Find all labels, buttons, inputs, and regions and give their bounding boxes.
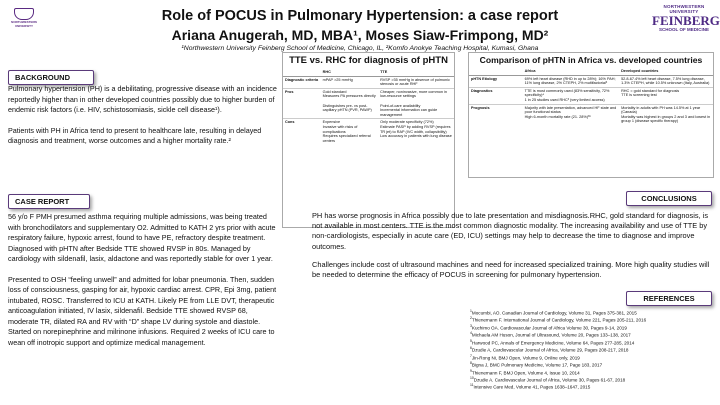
table-cell: RHC = gold standard for diagnosis TTE is screening test bbox=[619, 87, 713, 104]
africa-table-title: Comparison of pHTN in Africa vs. developed countries bbox=[479, 55, 703, 65]
reference-item bbox=[470, 346, 714, 353]
table-cell: Only moderate specificity (72%) Estimate PASP by adding RVSP (requires TR jet) to RAP (IVC width, collapsibility) Low accuracy in patients with lung disease bbox=[378, 119, 454, 144]
reference-item bbox=[470, 354, 714, 361]
table-cell: Expensive Invasive with risks of complications Requires specialized referral centers bbox=[321, 119, 378, 144]
conclusions-paragraph-1: PH has worse prognosis in Africa possibly due to late presentation and misdiagnosis.RHC, gold standard for diagnosis, is not available in most centers. TTE is the most common diagnostic modality. The increasing availability and use of TTE by non-cardiologists, especially in acute care (ED, ICU) settings may help to decrease the time to diagnose and improve outcomes. bbox=[312, 211, 709, 251]
table-header-row bbox=[469, 68, 713, 75]
reference-text: Bigna J, BMC Pulmonary Medicine, Volume 17, Page 183, 2017 bbox=[471, 362, 603, 368]
reference-number: 4 bbox=[470, 331, 472, 336]
table-cell: RVSP >35 mmHg in absence of pulmonic stenosis or acute RHF bbox=[378, 76, 454, 88]
reference-text: Mocumbi, AO. Canadian Journal of Cardiology, Volume 31, Pages 375-381, 2015 bbox=[471, 310, 637, 316]
table-row-header: Cons bbox=[283, 119, 321, 144]
table-row bbox=[469, 75, 713, 87]
reference-text: Jin-Rong Ni, BMJ Open, Volume 9, Online only, 2019 bbox=[471, 355, 580, 361]
table-cell: Gold standard Measures PA pressures directly Distinguishes pre- vs post-capillary pHTN (PVR, PAWP) bbox=[321, 88, 378, 119]
africa-table-grid bbox=[469, 68, 713, 125]
case-report-paragraph-1: 56 y/o F PMH presumed asthma requiring multiple admissions, was being treated with bronchodilators and supplementary O2. Admitted to KATH 2 yrs prior with acute respiratory failure, hypoxic arrest, found to have PE, refractory despite treatment. Diagnosed with pHTN after Bedside TTE showed RVSP in 80s. Managed by cardiology with sildenafil, lasix, aldactone and was reportedly stable for over 1 year. bbox=[8, 212, 276, 263]
conclusions-body bbox=[312, 211, 714, 290]
table-row bbox=[283, 88, 454, 119]
background-paragraph-2: Patients with PH in Africa tend to present to healthcare late, resulting in delayed diagnosis and treatment, worse outcomes and a higher mortality rate.² bbox=[8, 125, 262, 145]
table-row bbox=[283, 119, 454, 144]
table-row-header: Diagnostic criteria bbox=[283, 76, 321, 88]
background-paragraph-1: Pulmonary hypertension (PH) is a debilitating, progressive disease with an incidence reportedly higher than in other developed countries possibly due to higher burden of endemic risk factors (i.e. HIV, schistosomiasis, sickle cell disease¹). bbox=[8, 84, 277, 114]
case-report-body bbox=[8, 212, 280, 358]
reference-item bbox=[470, 383, 714, 390]
reference-number: 11 bbox=[470, 383, 474, 388]
africa-comparison-table bbox=[468, 52, 714, 178]
northwestern-logo-text: NORTHWESTERN UNIVERSITY bbox=[11, 20, 37, 28]
reference-item bbox=[470, 316, 714, 323]
table-cell: Cheaper, noninvasive, more common in low-resource settings Point-of-care availability Incremental information can guide management bbox=[378, 88, 454, 119]
feinberg-logo-line1: NORTHWESTERN UNIVERSITY bbox=[663, 4, 705, 14]
table-header-cell bbox=[469, 68, 523, 75]
references-list bbox=[470, 309, 714, 391]
table-header-cell: RHC bbox=[321, 69, 378, 76]
tte-vs-rhc-table bbox=[282, 52, 455, 228]
reference-number: 1 bbox=[470, 309, 472, 313]
reference-text: Kuchimo OA. Cardiovascular Journal of Africa Volume 30, Pages 9-14, 2019 bbox=[471, 325, 627, 331]
table-cell: TTE is most commonly used (83% sensitivity, 72% specificity)⁴ 1 in 25 studies used RHC³ (very limited access) bbox=[523, 87, 619, 104]
table-row bbox=[469, 104, 713, 125]
conclusions-paragraph-2: Challenges include cost of ultrasound machines and need for increased specialized training. More high quality studies will be needed to determine the efficacy of POCUS in screening for pulmonary hypertension. bbox=[312, 259, 710, 280]
references-heading: REFERENCES bbox=[626, 291, 712, 306]
reference-item bbox=[470, 361, 714, 368]
reference-item bbox=[470, 376, 714, 383]
table-row bbox=[469, 87, 713, 104]
case-report-heading: CASE REPORT bbox=[8, 194, 90, 209]
poster-title: Role of POCUS in Pulmonary Hypertension: a case report bbox=[161, 8, 559, 24]
reference-item bbox=[470, 339, 714, 346]
poster-affiliations: ¹Northwestern University Feinberg School of Medicine, Chicago, IL, ²Komfo Anokye Teaching Hospital, Kumasi, Ghana bbox=[181, 45, 539, 52]
poster-authors: Ariana Anugerah, MD, MBA¹, Moses Siaw-Frimpong, MD² bbox=[171, 27, 549, 43]
background-body bbox=[8, 84, 278, 157]
reference-text: Harwood PC, Annals of Emergency Medicine, Volume 64, Pages 277-285, 2014 bbox=[471, 340, 635, 346]
reference-item bbox=[470, 331, 714, 338]
table-row-header: pHTN Etiology bbox=[469, 75, 523, 87]
table-row-header: Prognosis bbox=[469, 104, 523, 125]
table-header-cell bbox=[283, 69, 321, 76]
reference-number: 8 bbox=[470, 361, 472, 366]
reference-number: 10 bbox=[470, 375, 474, 380]
reference-text: Intensive Care Med, Volume 41, Pages 1638–1647, 2015 bbox=[473, 384, 591, 390]
reference-item bbox=[470, 324, 714, 331]
background-heading: BACKGROUND bbox=[8, 70, 94, 85]
table-header-cell: TTE bbox=[378, 69, 454, 76]
table-header-row bbox=[283, 69, 454, 76]
reference-number: 7 bbox=[470, 353, 472, 358]
reference-number: 2 bbox=[470, 316, 472, 321]
conclusions-heading: CONCLUSIONS bbox=[626, 191, 712, 206]
table-header-cell: Developed countries bbox=[619, 68, 713, 75]
table-cell: Majority with late presentation, advanced HF state and poor functional status High 6-month mortality rate (21. 28%)³⁶ bbox=[523, 104, 619, 125]
table-cell: 52.8-67.4% left heart disease, 7.5% lung disease, 1.3% CTEPH, while 10.5% unknown (Italy, Australia) bbox=[619, 75, 713, 87]
reference-number: 5 bbox=[470, 338, 472, 343]
tte-table-grid bbox=[283, 69, 454, 144]
reference-text: Dzudie A. Cardiovascular Journal of Africa, Volume 30, Pages 61-67, 2018 bbox=[473, 377, 626, 383]
table-header-cell: Africa bbox=[523, 68, 619, 75]
table-cell: mPAP >25 mmHg bbox=[321, 76, 378, 88]
table-cell: 69% left heart disease (RHD in up to 28%); 16% PAH; 11% lung disease, 2% CTEPH, 2% multifactorial³ bbox=[523, 75, 619, 87]
reference-number: 6 bbox=[470, 346, 472, 351]
reference-number: 9 bbox=[470, 368, 472, 373]
reference-text: Michaela AM Huson, Journal of Ultrasound, Volume 20, Pages 133–138, 2017 bbox=[471, 332, 631, 338]
reference-text: Dzudie A, Cardiovascular Journal of Africa, Volume 29, Pages 208-217, 2018 bbox=[471, 347, 629, 353]
table-row bbox=[283, 76, 454, 88]
reference-text: Thienemann F, BMJ Open, Volume 4, Issue 10, 2014 bbox=[471, 370, 580, 376]
table-row-header: Diagnostics bbox=[469, 87, 523, 104]
table-row-header: Pros bbox=[283, 88, 321, 119]
reference-item bbox=[470, 309, 714, 316]
reference-item bbox=[470, 369, 714, 376]
tte-table-title: TTE vs. RHC for diagnosis of pHTN bbox=[289, 55, 448, 66]
case-report-paragraph-2: Presented to OSH “feeling unwell” and admitted for lobar pneumonia. Then, sudden loss of consciousness, gasping for air, hypoxic cardiac arrest. CPR, Epi 3mg, patient intubated, ROSC. Transferred to ICU at KATH. Likely PE from LLE DVT, therapeutic anticoagulation initiated, IV lasix, sildenafil. Bedside TTE showed RVSP 68, moderate TR, dilated RA and RV with “D” shape LV during systole and diastole. Started on norepinephrine and milrinone infusions. Required 2 weeks of ICU care to wean off inotropic support and optimize medical management. bbox=[8, 274, 277, 347]
feinberg-logo-line3: SCHOOL OF MEDICINE bbox=[659, 27, 709, 32]
reference-number: 3 bbox=[470, 323, 472, 328]
reference-text: Thienemann F. International Journal of Cardiology, Volume 221, Pages 205-211, 2016 bbox=[471, 317, 647, 323]
feinberg-logo-line2: FEINBERG bbox=[652, 13, 720, 28]
table-cell: Mortality in adults with PH was 14.5% at 1 year (Canada) Mortality was highest in groups 2 and 3 and lowest in group 1 (disease specific therapy) bbox=[619, 104, 713, 125]
